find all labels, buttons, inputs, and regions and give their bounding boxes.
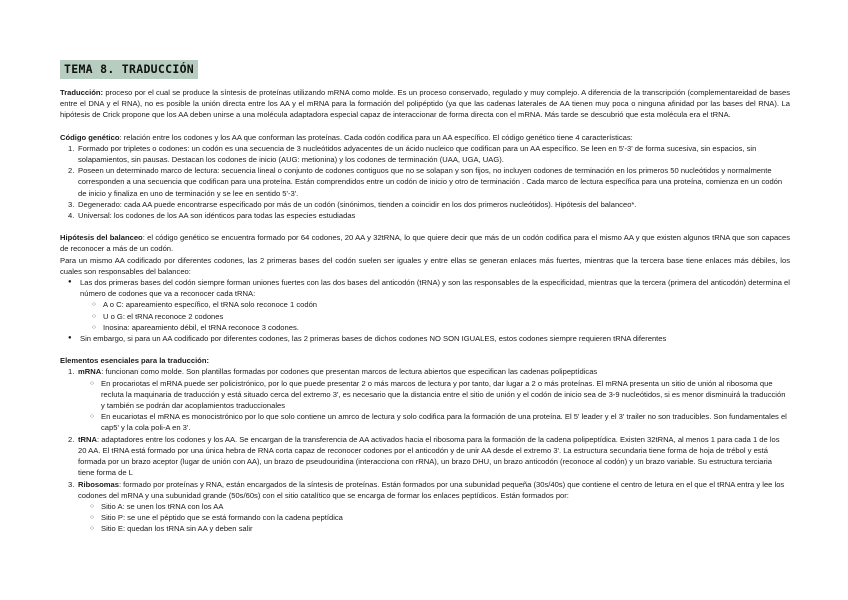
sub-list-item: ○ Sitio E: quedan los tRNA sin AA y deben salir: [90, 523, 790, 534]
list-item: 3. Degenerado: cada AA puede encontrarse especificado por más de un codón (sinónimos, tienden a coincidir en los dos primeros nucleótidos). Hipótesis del balanceo*.: [68, 199, 637, 209]
traduccion-term: Traducción:: [60, 88, 104, 97]
codigo-paragraph: [60, 132, 790, 143]
sub-list-item: ○ En procariotas el mRNA puede ser policistrónico, por lo que puede presentar 2 o más marcos de lectura y por tanto, dar lugar a 2 o más proteínas. El mRNA presenta un sitio de unión al ribosoma que recluta la maquinaria de traducción y está situado cerca del extremo 3', es necesario que la distancia entre el sitio de unión y el codón de inicio sea de 3-9 nucleótidos, si es menor disminuirá la traducción y también se podrán dar acoplamientos traduccionales: [90, 378, 790, 412]
balanceo-paragraph-2: Para un mismo AA codificado por diferentes codones, las 2 primeras bases del codón suelen ser iguales y entre ellas se generan enlaces más fuertes, mientras que la tercera base tiene enlaces más débiles, los cuales son responsables del balanceo:: [60, 255, 790, 276]
balanceo-term: Hipótesis del balanceo: [60, 233, 143, 243]
sub-list-item: ○ A o C: apareamiento específico, el tRNA solo reconoce 1 codón: [92, 299, 790, 310]
traduccion-paragraph: [60, 87, 790, 121]
elementos-heading: Elementos esenciales para la traducción:: [60, 356, 209, 366]
document-page: [60, 60, 790, 535]
sub-list-item: ○ En eucariotas el mRNA es monocistrónico por lo que solo contiene un amrco de lectura y solo codifica para la formación de una proteína. El 5' leader y el 3' trailer no son traducibles. Son fundamentales el cap5' y la cola poli-A en 3'.: [90, 411, 790, 433]
codigo-section: [60, 132, 790, 222]
sub-list-item: ○ Sitio A: se unen los tRNA con los AA: [90, 501, 790, 512]
elementos-section: [60, 355, 790, 534]
sub-list-item: ○ Sitio P: se une el péptido que se está formando con la cadena peptídica: [90, 512, 790, 523]
traduccion-text: proceso por el cual se produce la síntesis de proteínas utilizando mRNA como molde. Es un proceso conservado, regulado y muy complejo. A diferencia de la transcripción (complementareidad de bases entre el DNA y el RNA), no es posible la unión directa entre los AA y el mRNA para la formación del polipéptido (ya que las cadenas laterales de AA tienen muy poca o ninguna afinidad por las bases del RNA). La hipótesis de Crick propone que los AA deben unirse a una molécula adaptadora especial capaz de interaccionar de forma directa con el mRNA. Más tarde se descubrió que esta molécula era el tRNA.: [60, 88, 790, 120]
codigo-text: : relación entre los codones y los AA que conforman las proteínas. Cada codón codifica para un AA específico. El código genético tiene 4 características:: [119, 132, 633, 142]
list-item: ● Sin embargo, si para un AA codificado por diferentes codones, las 2 primeras bases de dichos codones NO SON IGUALES, estos codones siempre requieren tRNA diferentes: [68, 333, 790, 344]
list-item: 2. tRNA: adaptadores entre los codones y los AA. Se encargan de la transferencia de AA activados hacia el ribosoma para la formación de la cadena polipeptídica. Existen 32tRNA, al menos 1 para cada 1 de los 20 AA. El tRNA está formado por una única hebra de RNA corta capaz de reconocer codones por el anticodón y de unir AA desde el extremo 3'. La estructura secundaria tiene forma de hoja de trébol y está formada por un brazo aceptor (lugar de unión con AA), un brazo de pseudouridina (interacciona con rRNA), un brazo DHU, un brazo anticodón (reconoce al codón) y un brazo variable. Su estructura terciaria tiene forma de L: [68, 434, 780, 478]
sub-list: [80, 299, 790, 333]
codigo-list: [60, 143, 790, 221]
balanceo-section: [60, 232, 790, 344]
codigo-term: Código genético: [60, 132, 120, 142]
sub-list: [78, 501, 790, 535]
list-item: 3. Ribosomas: formado por proteínas y RNA, están encargados de la síntesis de proteínas. Están formados por una subunidad pequeña (30s/40s) que contiene el centro de letura en el que el tRNA entra y lee los codones del mRNA y una subunidad grande (50s/60s) con el sitio catalítico que se encarga de formar los enlaces peptídicos. Están formados por: ○ Sitio A: se unen los tRNA con los AA ○ Sitio P: se une el péptido que se está formando con la cadena peptídica ○ Sitio E: quedan los tRNA sin AA y deben salir: [68, 479, 790, 535]
sub-list-item: ○ U o G: el tRNA reconoce 2 codones: [92, 311, 790, 322]
list-item: 1. Formado por tripletes o codones: un codón es una secuencia de 3 nucleótidos adyacentes de un ácido nucleico que codifican para un AA específico. Se leen en 5'-3' de forma sucesiva, sin espacios, sin solapamientos, sin pausas. Destacan los codones de inicio (AUG: metionina) y los codones de terminación (UAA, UGA, UAG).: [68, 143, 757, 165]
list-item: 2. Poseen un determinado marco de lectura: secuencia lineal o conjunto de codones contiguos que no se solapan y son fijos, no incluyen codones de terminación en los primeros 50 nucleótidos y normalmente corresponden a una secuencia que codifican para una proteína. Están comprendidos entre un codón de inicio y otro de terminación . Cada marco de lectura específica para una proteína, comienza en un codón de inicio y finaliza en uno de terminación y se lee en sentido 5'-3'.: [68, 166, 783, 198]
balanceo-paragraph: Hipótesis del balanceo: el código genético se encuentra formado por 64 codones, 20 AA y 32tRNA, lo que quiere decir que más de un codón codifica para el mismo AA y que existen algunos tRNA que son capaces de reconocer a más de un codón.: [60, 233, 790, 254]
page-title: TEMA 8. TRADUCCIÓN: [60, 60, 198, 79]
list-item: 4. Universal: los codones de los AA son idénticos para todas las especies estudiadas: [68, 211, 356, 221]
sub-list: [78, 378, 790, 434]
elementos-list: [60, 366, 790, 534]
list-item: ● Las dos primeras bases del codón siempre forman uniones fuertes con las dos bases del anticodón (tRNA) y son las responsables de la especificidad, mientras que la tercera (primera del anticodón) determina el número de codones que va a reconocer cada tRNA: ○ A o C: apareamiento específico, el tRNA solo reconoce 1 codón ○ U o G: el tRNA reconoce 2 codones ○ Inosina: apareamiento débil, el tRNA reconoce 3 codones.: [68, 277, 790, 333]
sub-list-item: ○ Inosina: apareamiento débil, el tRNA reconoce 3 codones.: [92, 322, 790, 333]
balanceo-bullets: [60, 277, 790, 344]
list-item: 1. mRNA: funcionan como molde. Son plantillas formadas por codones que presentan marcos de lectura abiertos que especifican las cadenas polipeptídicas ○ En procariotas el mRNA puede ser policistrónico, por lo que puede presentar 2 o más marcos de lectura y por tanto, dar lugar a 2 o más proteínas. El mRNA presenta un sitio de unión al ribosoma que recluta la maquinaria de traducción y está situado cerca del extremo 3', es necesario que la distancia entre el sitio de unión y el codón de inicio sea de 3-9 nucleótidos, si es menor disminuirá la traducción y también se podrán dar acoplamientos traduccionales ○ En eucariotas el mRNA es monocistrónico por lo que solo contiene un amrco de lectura y solo codifica para la formación de una proteína. El 5' leader y el 3' trailer no son traducibles. Son fundamentales el cap5' y la cola poli-A en 3'.: [68, 366, 790, 433]
